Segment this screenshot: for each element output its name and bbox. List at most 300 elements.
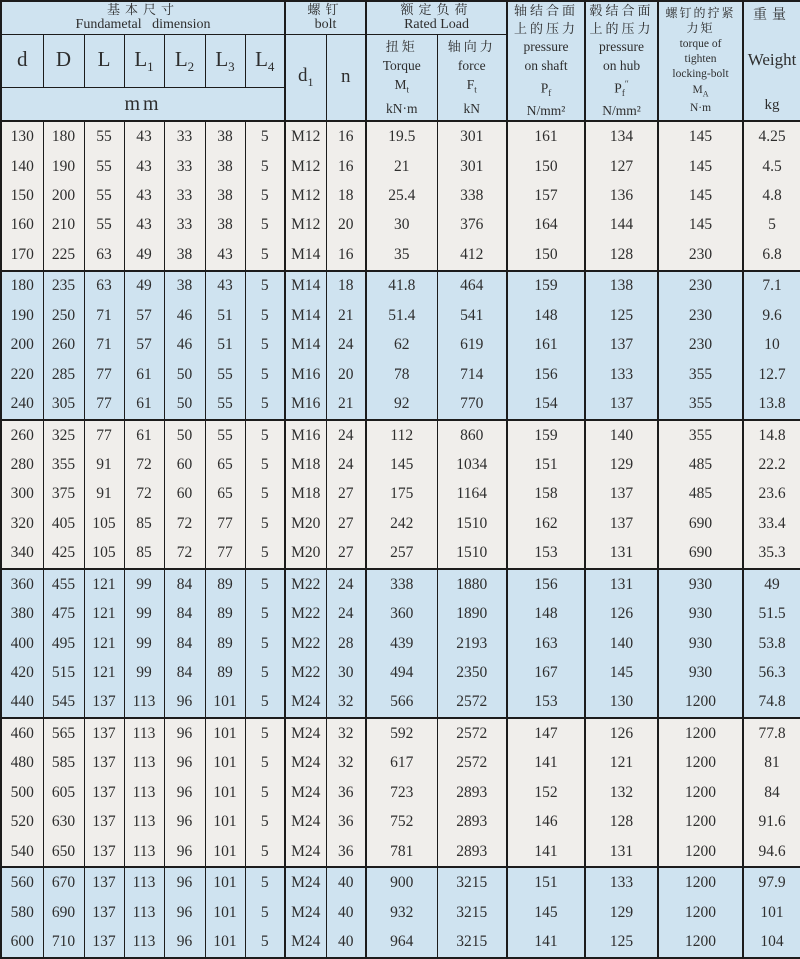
cell-force: 2572 — [437, 718, 507, 748]
cell-L1: 85 — [124, 539, 164, 569]
cell-force: 1510 — [437, 539, 507, 569]
cell-L3: 101 — [205, 867, 245, 897]
col-L1: $L_1$ — [124, 34, 164, 88]
cell-D: 235 — [43, 271, 84, 301]
cell-L4: 5 — [245, 271, 285, 301]
cell-pressure-hub: 140 — [585, 420, 658, 450]
cell-torque: 21 — [366, 152, 437, 181]
table-header — [1, 1, 800, 121]
cell-L: 71 — [84, 330, 124, 359]
cell-L4: 5 — [245, 480, 285, 509]
cell-pressure-hub: 140 — [585, 629, 658, 658]
cell-L4: 5 — [245, 688, 285, 718]
cell-L1: 57 — [124, 330, 164, 359]
table-row — [1, 749, 800, 778]
cell-weight: 77.8 — [743, 718, 800, 748]
cell-d: 150 — [1, 181, 43, 210]
locking-torque-zh1: 螺钉的拧紧 — [665, 6, 736, 21]
cell-d: 600 — [1, 927, 43, 957]
locking-torque-symbol: $M_A$ — [692, 83, 709, 98]
cell-pressure-shaft: 163 — [507, 629, 585, 658]
header-pressure-shaft — [507, 1, 585, 121]
cell-pressure-hub: 133 — [585, 867, 658, 897]
cell-d1: M12 — [285, 152, 326, 181]
cell-L1: 113 — [124, 837, 164, 867]
cell-L2: 96 — [164, 749, 205, 778]
cell-torque: 900 — [366, 867, 437, 897]
cell-D: 585 — [43, 749, 84, 778]
cell-n: 30 — [326, 658, 366, 687]
cell-L3: 55 — [205, 420, 245, 450]
cell-D: 690 — [43, 898, 84, 927]
cell-L2: 96 — [164, 718, 205, 748]
torque-symbol: $M_t$ — [394, 76, 410, 95]
cell-L4: 5 — [245, 569, 285, 599]
table-row — [1, 898, 800, 927]
cell-pressure-shaft: 151 — [507, 450, 585, 479]
cell-L1: 49 — [124, 240, 164, 270]
cell-pressure-hub: 137 — [585, 480, 658, 509]
cell-L2: 84 — [164, 629, 205, 658]
cell-pressure-shaft: 159 — [507, 271, 585, 301]
cell-n: 32 — [326, 718, 366, 748]
cell-force: 464 — [437, 271, 507, 301]
cell-d: 190 — [1, 301, 43, 330]
cell-d1: M12 — [285, 121, 326, 151]
cell-L2: 96 — [164, 807, 205, 836]
cell-L4: 5 — [245, 658, 285, 687]
cell-d1: M16 — [285, 420, 326, 450]
cell-pressure-hub: 144 — [585, 211, 658, 240]
cell-d1: M22 — [285, 629, 326, 658]
header-dimension-zh: 基本尺寸 — [106, 2, 179, 18]
cell-pressure-shaft: 146 — [507, 807, 585, 836]
header-row-sections — [1, 1, 800, 34]
cell-d: 170 — [1, 240, 43, 270]
cell-n: 21 — [326, 389, 366, 419]
cell-L2: 96 — [164, 778, 205, 807]
cell-pressure-shaft: 167 — [507, 658, 585, 687]
cell-pressure-shaft: 156 — [507, 569, 585, 599]
cell-d: 340 — [1, 539, 43, 569]
cell-force: 2572 — [437, 688, 507, 718]
cell-weight: 84 — [743, 778, 800, 807]
cell-pressure-shaft: 145 — [507, 898, 585, 927]
cell-L3: 38 — [205, 121, 245, 151]
cell-L2: 84 — [164, 658, 205, 687]
cell-locking-torque: 355 — [658, 360, 743, 389]
cell-L1: 61 — [124, 389, 164, 419]
table-row — [1, 240, 800, 270]
cell-L: 137 — [84, 688, 124, 718]
pressure-shaft-zh2: 上的压力 — [514, 21, 579, 37]
cell-weight: 10 — [743, 330, 800, 359]
cell-L3: 38 — [205, 211, 245, 240]
cell-L4: 5 — [245, 749, 285, 778]
cell-D: 605 — [43, 778, 84, 807]
cell-d: 560 — [1, 867, 43, 897]
cell-pressure-hub: 145 — [585, 658, 658, 687]
cell-d1: M24 — [285, 898, 326, 927]
cell-pressure-hub: 138 — [585, 271, 658, 301]
cell-L: 137 — [84, 778, 124, 807]
cell-L2: 96 — [164, 867, 205, 897]
cell-torque: 41.8 — [366, 271, 437, 301]
cell-L1: 99 — [124, 658, 164, 687]
cell-locking-torque: 485 — [658, 480, 743, 509]
cell-L1: 113 — [124, 718, 164, 748]
table-row — [1, 569, 800, 599]
cell-d: 140 — [1, 152, 43, 181]
cell-weight: 94.6 — [743, 837, 800, 867]
cell-L4: 5 — [245, 807, 285, 836]
cell-d: 240 — [1, 389, 43, 419]
cell-L1: 113 — [124, 778, 164, 807]
cell-locking-torque: 230 — [658, 240, 743, 270]
cell-D: 305 — [43, 389, 84, 419]
cell-torque: 439 — [366, 629, 437, 658]
cell-locking-torque: 1200 — [658, 837, 743, 867]
cell-L: 137 — [84, 867, 124, 897]
cell-L: 63 — [84, 271, 124, 301]
cell-force: 619 — [437, 330, 507, 359]
cell-torque: 338 — [366, 569, 437, 599]
cell-L4: 5 — [245, 389, 285, 419]
pressure-shaft-en2: on shaft — [524, 57, 568, 73]
cell-pressure-shaft: 156 — [507, 360, 585, 389]
cell-torque: 175 — [366, 480, 437, 509]
cell-n: 40 — [326, 898, 366, 927]
cell-D: 200 — [43, 181, 84, 210]
cell-torque: 242 — [366, 509, 437, 538]
cell-L2: 33 — [164, 181, 205, 210]
force-unit: kN — [463, 101, 481, 117]
cell-D: 565 — [43, 718, 84, 748]
cell-locking-torque: 1200 — [658, 867, 743, 897]
cell-locking-torque: 355 — [658, 420, 743, 450]
table-row — [1, 271, 800, 301]
cell-D: 405 — [43, 509, 84, 538]
table-row — [1, 867, 800, 897]
header-bolt-zh: 螺钉 — [307, 2, 344, 18]
mm-unit-cell: mm — [1, 88, 285, 121]
cell-L4: 5 — [245, 599, 285, 628]
cell-L3: 101 — [205, 718, 245, 748]
cell-pressure-hub: 129 — [585, 898, 658, 927]
cell-L2: 50 — [164, 420, 205, 450]
cell-n: 24 — [326, 330, 366, 359]
cell-weight: 74.8 — [743, 688, 800, 718]
cell-d: 300 — [1, 480, 43, 509]
cell-d1: M24 — [285, 807, 326, 836]
cell-weight: 81 — [743, 749, 800, 778]
cell-pressure-shaft: 161 — [507, 330, 585, 359]
cell-weight: 97.9 — [743, 867, 800, 897]
table-row — [1, 301, 800, 330]
cell-d1: M20 — [285, 539, 326, 569]
cell-L2: 33 — [164, 121, 205, 151]
cell-L2: 60 — [164, 480, 205, 509]
cell-L2: 96 — [164, 927, 205, 957]
cell-d1: M24 — [285, 688, 326, 718]
cell-d: 440 — [1, 688, 43, 718]
cell-L4: 5 — [245, 778, 285, 807]
cell-locking-torque: 930 — [658, 629, 743, 658]
cell-torque: 92 — [366, 389, 437, 419]
cell-locking-torque: 145 — [658, 181, 743, 210]
cell-locking-torque: 1200 — [658, 718, 743, 748]
cell-n: 16 — [326, 121, 366, 151]
cell-L3: 89 — [205, 658, 245, 687]
cell-D: 260 — [43, 330, 84, 359]
cell-D: 650 — [43, 837, 84, 867]
cell-L4: 5 — [245, 450, 285, 479]
cell-weight: 7.1 — [743, 271, 800, 301]
cell-force: 1164 — [437, 480, 507, 509]
cell-D: 670 — [43, 867, 84, 897]
cell-d: 400 — [1, 629, 43, 658]
cell-weight: 53.8 — [743, 629, 800, 658]
cell-D: 515 — [43, 658, 84, 687]
cell-L4: 5 — [245, 211, 285, 240]
cell-d: 130 — [1, 121, 43, 151]
cell-L3: 101 — [205, 688, 245, 718]
cell-L: 137 — [84, 837, 124, 867]
cell-L3: 65 — [205, 480, 245, 509]
cell-pressure-shaft: 152 — [507, 778, 585, 807]
pressure-hub-unit: N/mm² — [602, 103, 641, 119]
cell-D: 180 — [43, 121, 84, 151]
cell-d1: M14 — [285, 301, 326, 330]
cell-L4: 5 — [245, 420, 285, 450]
cell-d: 180 — [1, 271, 43, 301]
cell-pressure-hub: 121 — [585, 749, 658, 778]
cell-pressure-hub: 125 — [585, 301, 658, 330]
pressure-hub-en1: pressure — [599, 39, 645, 55]
cell-L1: 61 — [124, 420, 164, 450]
cell-force: 301 — [437, 152, 507, 181]
cell-torque: 19.5 — [366, 121, 437, 151]
row-group — [1, 121, 800, 270]
table-row — [1, 480, 800, 509]
cell-force: 2193 — [437, 629, 507, 658]
cell-pressure-shaft: 158 — [507, 480, 585, 509]
weight-en: Weight — [747, 50, 797, 70]
header-weight — [743, 1, 800, 121]
cell-pressure-hub: 126 — [585, 718, 658, 748]
cell-L1: 99 — [124, 629, 164, 658]
cell-d: 380 — [1, 599, 43, 628]
cell-n: 27 — [326, 539, 366, 569]
cell-L2: 84 — [164, 569, 205, 599]
table-row — [1, 420, 800, 450]
table-row — [1, 389, 800, 419]
cell-L2: 50 — [164, 389, 205, 419]
cell-torque: 494 — [366, 658, 437, 687]
cell-d1: M24 — [285, 778, 326, 807]
cell-force: 3215 — [437, 898, 507, 927]
cell-L1: 43 — [124, 121, 164, 151]
col-n: n — [326, 34, 366, 121]
cell-torque: 964 — [366, 927, 437, 957]
cell-d: 540 — [1, 837, 43, 867]
cell-force: 1034 — [437, 450, 507, 479]
cell-d1: M16 — [285, 389, 326, 419]
cell-L3: 101 — [205, 749, 245, 778]
cell-D: 375 — [43, 480, 84, 509]
cell-pressure-hub: 127 — [585, 152, 658, 181]
cell-L: 137 — [84, 898, 124, 927]
cell-L3: 43 — [205, 271, 245, 301]
cell-L3: 77 — [205, 509, 245, 538]
cell-force: 2350 — [437, 658, 507, 687]
locking-torque-zh2: 力矩 — [686, 21, 715, 36]
cell-L2: 96 — [164, 688, 205, 718]
cell-n: 20 — [326, 211, 366, 240]
cell-d: 260 — [1, 420, 43, 450]
cell-n: 24 — [326, 599, 366, 628]
table-row — [1, 181, 800, 210]
cell-force: 412 — [437, 240, 507, 270]
cell-d: 360 — [1, 569, 43, 599]
cell-L1: 43 — [124, 152, 164, 181]
cell-d: 160 — [1, 211, 43, 240]
cell-d1: M20 — [285, 509, 326, 538]
cell-L1: 72 — [124, 450, 164, 479]
cell-L2: 38 — [164, 271, 205, 301]
cell-L3: 51 — [205, 330, 245, 359]
cell-d: 220 — [1, 360, 43, 389]
cell-d1: M24 — [285, 749, 326, 778]
cell-torque: 112 — [366, 420, 437, 450]
cell-L1: 61 — [124, 360, 164, 389]
cell-weight: 101 — [743, 898, 800, 927]
cell-d1: M24 — [285, 927, 326, 957]
cell-pressure-hub: 132 — [585, 778, 658, 807]
cell-pressure-shaft: 150 — [507, 240, 585, 270]
cell-pressure-hub: 128 — [585, 240, 658, 270]
cell-L3: 89 — [205, 629, 245, 658]
cell-n: 32 — [326, 749, 366, 778]
cell-pressure-hub: 133 — [585, 360, 658, 389]
cell-force: 770 — [437, 389, 507, 419]
cell-pressure-hub: 131 — [585, 539, 658, 569]
cell-d1: M22 — [285, 599, 326, 628]
pressure-shaft-en1: pressure — [523, 39, 569, 55]
torque-en: Torque — [382, 57, 421, 73]
cell-L: 121 — [84, 629, 124, 658]
cell-L2: 72 — [164, 509, 205, 538]
cell-torque: 592 — [366, 718, 437, 748]
cell-pressure-shaft: 159 — [507, 420, 585, 450]
torque-zh: 扭矩 — [385, 38, 418, 54]
cell-L4: 5 — [245, 240, 285, 270]
cell-pressure-shaft: 161 — [507, 121, 585, 151]
cell-torque: 257 — [366, 539, 437, 569]
cell-D: 710 — [43, 927, 84, 957]
cell-n: 18 — [326, 271, 366, 301]
header-locking-torque — [658, 1, 743, 121]
cell-force: 3215 — [437, 867, 507, 897]
cell-weight: 104 — [743, 927, 800, 957]
pressure-hub-en2: on hub — [602, 57, 641, 73]
cell-L4: 5 — [245, 629, 285, 658]
cell-locking-torque: 1200 — [658, 927, 743, 957]
cell-force: 541 — [437, 301, 507, 330]
row-group — [1, 271, 800, 420]
cell-L: 55 — [84, 211, 124, 240]
cell-pressure-shaft: 164 — [507, 211, 585, 240]
cell-locking-torque: 1200 — [658, 898, 743, 927]
col-d1: $d_1$ — [285, 34, 326, 121]
cell-torque: 30 — [366, 211, 437, 240]
col-L: L — [84, 34, 124, 88]
cell-weight: 5 — [743, 211, 800, 240]
col-L2: $L_2$ — [164, 34, 205, 88]
cell-locking-torque: 930 — [658, 658, 743, 687]
cell-L3: 101 — [205, 927, 245, 957]
cell-D: 325 — [43, 420, 84, 450]
cell-torque: 566 — [366, 688, 437, 718]
cell-torque: 35 — [366, 240, 437, 270]
cell-D: 455 — [43, 569, 84, 599]
cell-L1: 113 — [124, 749, 164, 778]
locking-torque-en3: locking-bolt — [672, 68, 729, 81]
cell-L3: 55 — [205, 389, 245, 419]
cell-pressure-shaft: 154 — [507, 389, 585, 419]
cell-L1: 113 — [124, 898, 164, 927]
cell-torque: 145 — [366, 450, 437, 479]
cell-d1: M24 — [285, 718, 326, 748]
cell-L: 91 — [84, 450, 124, 479]
cell-pressure-hub: 134 — [585, 121, 658, 151]
cell-L: 121 — [84, 569, 124, 599]
table-row — [1, 778, 800, 807]
table-row — [1, 658, 800, 687]
cell-L3: 101 — [205, 837, 245, 867]
col-L3: $L_3$ — [205, 34, 245, 88]
cell-n: 16 — [326, 240, 366, 270]
cell-L3: 89 — [205, 599, 245, 628]
cell-force: 1890 — [437, 599, 507, 628]
cell-force: 2893 — [437, 807, 507, 836]
table-row — [1, 509, 800, 538]
cell-d1: M24 — [285, 867, 326, 897]
cell-L2: 38 — [164, 240, 205, 270]
cell-torque: 51.4 — [366, 301, 437, 330]
cell-D: 355 — [43, 450, 84, 479]
cell-locking-torque: 690 — [658, 539, 743, 569]
cell-weight: 33.4 — [743, 509, 800, 538]
cell-L1: 113 — [124, 927, 164, 957]
cell-d: 500 — [1, 778, 43, 807]
cell-pressure-hub: 137 — [585, 330, 658, 359]
cell-weight: 35.3 — [743, 539, 800, 569]
cell-d1: M16 — [285, 360, 326, 389]
cell-d: 480 — [1, 749, 43, 778]
pressure-hub-zh1: 毂结合面 — [589, 3, 654, 18]
cell-locking-torque: 1200 — [658, 778, 743, 807]
cell-L4: 5 — [245, 718, 285, 748]
table-row — [1, 629, 800, 658]
cell-pressure-hub: 137 — [585, 389, 658, 419]
cell-L3: 43 — [205, 240, 245, 270]
cell-locking-torque: 230 — [658, 271, 743, 301]
cell-locking-torque: 355 — [658, 389, 743, 419]
cell-L4: 5 — [245, 152, 285, 181]
cell-L4: 5 — [245, 509, 285, 538]
cell-d1: M12 — [285, 211, 326, 240]
